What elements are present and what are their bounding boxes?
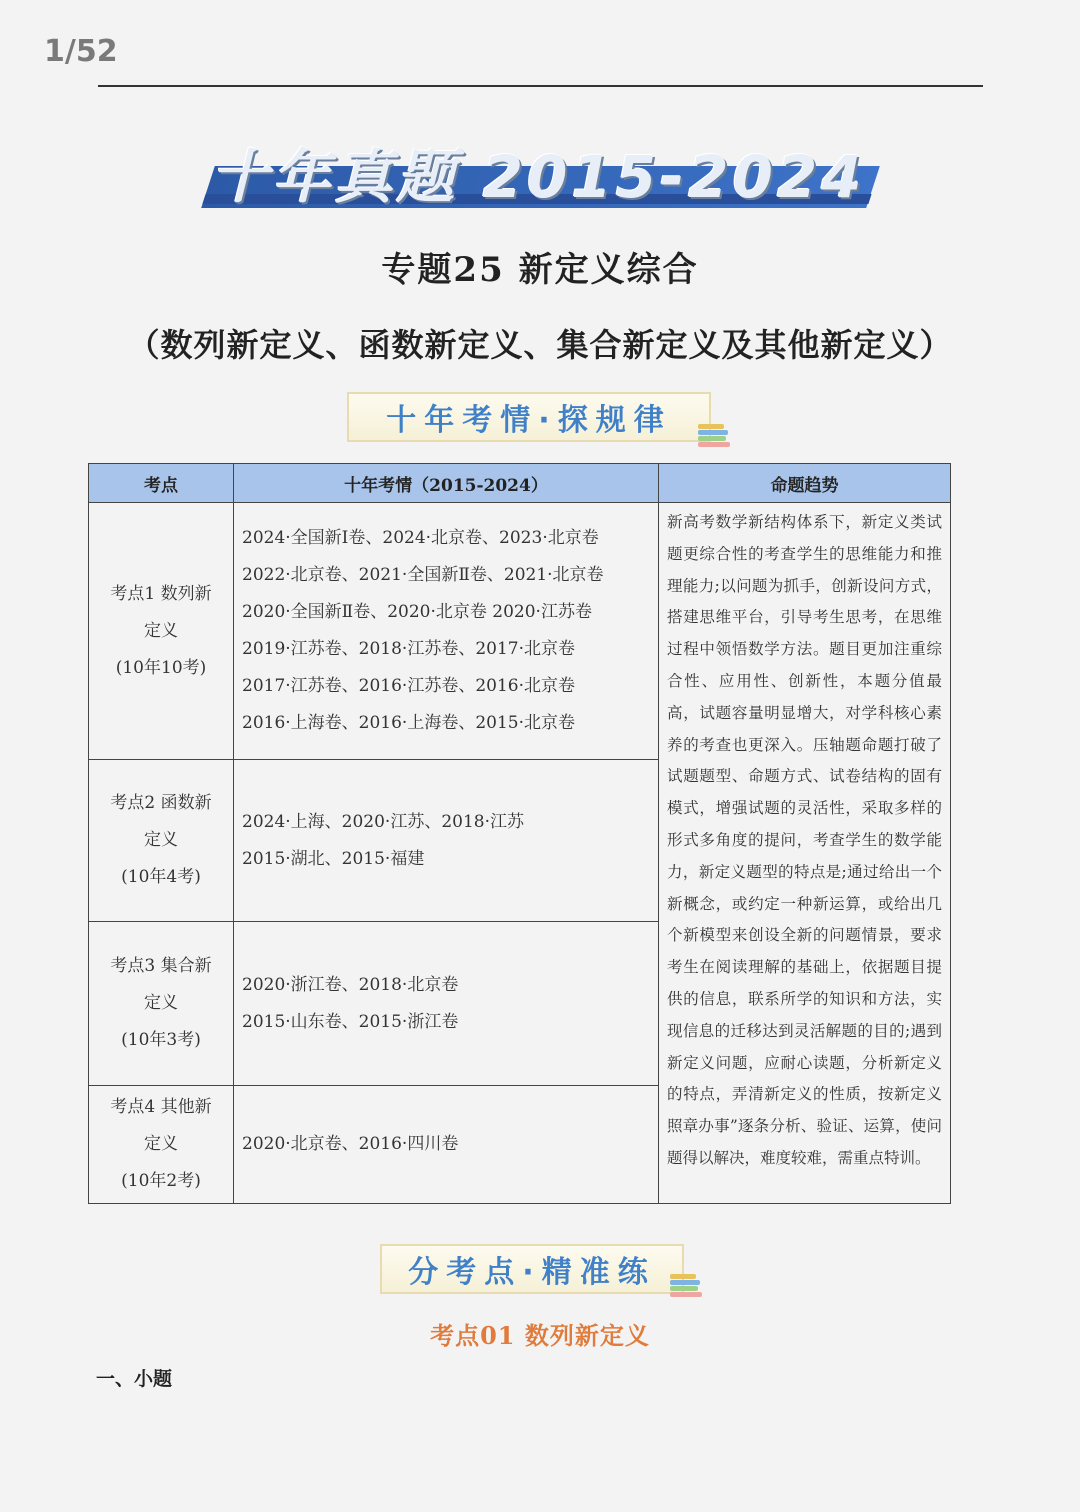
header-topic: 考点 <box>89 464 234 503</box>
topic-cell: 考点1 数列新 定义 (10年10考) <box>89 503 234 760</box>
exam-overview-table <box>88 463 951 1204</box>
header-years: 十年考情（2015-2024） <box>234 464 659 503</box>
page-counter: 1/52 <box>44 34 118 69</box>
header-trend: 命题趋势 <box>659 464 951 503</box>
topic-cell: 考点4 其他新 定义 (10年2考) <box>89 1086 234 1204</box>
years-cell: 2020·北京卷、2016·四川卷 <box>234 1086 659 1204</box>
top-divider <box>98 85 983 87</box>
section-tag-label: 十年考情·探规律 <box>386 403 672 438</box>
title-banner <box>198 126 878 212</box>
topic-point-title: 考点01 数列新定义 <box>430 1321 650 1350</box>
trend-cell: 新高考数学新结构体系下，新定义类试题更综合性的考查学生的思维能力和推理能力;以问题为抓手，创新设问方式，搭建思维平台，引导考生思考，在思维过程中领悟数学方法。题目更加注重综合性、应用性、创新性，本题分值最高，试题容量明显增大，对学科核心素养的考查也更深入。压轴题命题打破了试题题型、命题方式、试卷结构的固有模式，增强试题的灵活性，采取多样的形式多角度的提问，考查学生的数学能力，新定义题型的特点是;通过给出一个新概念，或约定一种新运算，或给出几个新模型来创设全新的问题情景，要求考生在阅读理解的基础上，依据题目提供的信息，联系所学的知识和方法，实现信息的迁移达到灵活解题的目的;遇到新定义问题，应耐心读题，分析新定义的特点，弄清新定义的性质，按新定义照章办事”逐条分析、验证、运算，使问题得以解决，难度较难，需重点特训。 <box>659 503 951 1204</box>
years-cell: 2024·全国新Ⅰ卷、2024·北京卷、2023·北京卷 2022·北京卷、2021·全国新Ⅱ卷、2021·北京卷 2020·全国新Ⅱ卷、2020·北京卷 2020·江苏卷 2019·江苏卷、2018·江苏卷、2017·北京卷 2017·江苏卷、2016·江苏卷、2016·北京卷 2016·上海卷、2016·上海卷、2015·北京卷 <box>234 503 659 760</box>
books-icon <box>698 424 732 446</box>
topic-cell: 考点2 函数新 定义 (10年4考) <box>89 760 234 922</box>
table-header-row <box>89 464 951 503</box>
banner-text: 十年真题 2015-2024 <box>210 143 866 211</box>
topic-cell: 考点3 集合新 定义 (10年3考) <box>89 922 234 1086</box>
years-cell: 2024·上海、2020·江苏、2018·江苏 2015·湖北、2015·福建 <box>234 760 659 922</box>
document-title: 专题25 新定义综合 <box>381 250 699 290</box>
table-row <box>89 503 951 760</box>
document-subtitle: （数列新定义、函数新定义、集合新定义及其他新定义） <box>127 326 953 364</box>
books-icon <box>670 1274 704 1296</box>
years-cell: 2020·浙江卷、2018·北京卷 2015·山东卷、2015·浙江卷 <box>234 922 659 1086</box>
section-tag-label: 分考点·精准练 <box>408 1255 656 1290</box>
section-heading: 一、小题 <box>96 1368 173 1390</box>
section-tag-exam-trends <box>347 392 711 442</box>
section-tag-practice <box>380 1244 684 1294</box>
